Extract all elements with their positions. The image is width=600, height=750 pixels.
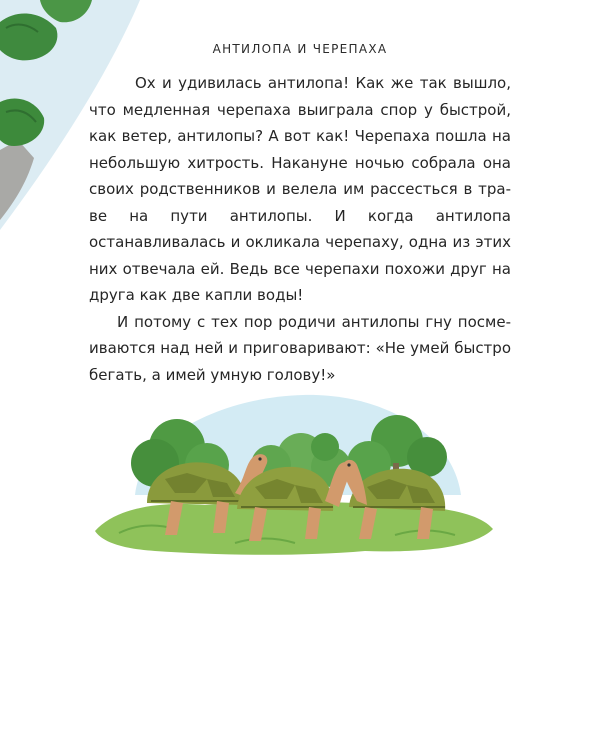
- turtle-scene-illustration: [95, 383, 495, 565]
- story-paragraph: И потому с тех пор родичи антилопы гну посмеиваются над ней и приговаривают: «Не умей быстро бегать, а имей умную голову!»: [89, 312, 511, 384]
- page-title: АНТИЛОПА И ЧЕРЕПАХА: [212, 42, 388, 56]
- story-paragraph: Ох и удивилась антилопа! Как же так вышло, что медленная черепаха выиграла спор у быстрой, как ветер, антилопы? А вот как! Черепаха пошла на небольшую хитрость. Накануне ночью собрала она своих родственников и велела им рассесться в траве на пути антилопы. И когда антилопа останавливалась и окликала черепаху, одна из этих них отвечала ей. Ведь все черепахи похожи друг на друга как две капли воды!: [89, 74, 511, 304]
- story-text: [89, 70, 511, 388]
